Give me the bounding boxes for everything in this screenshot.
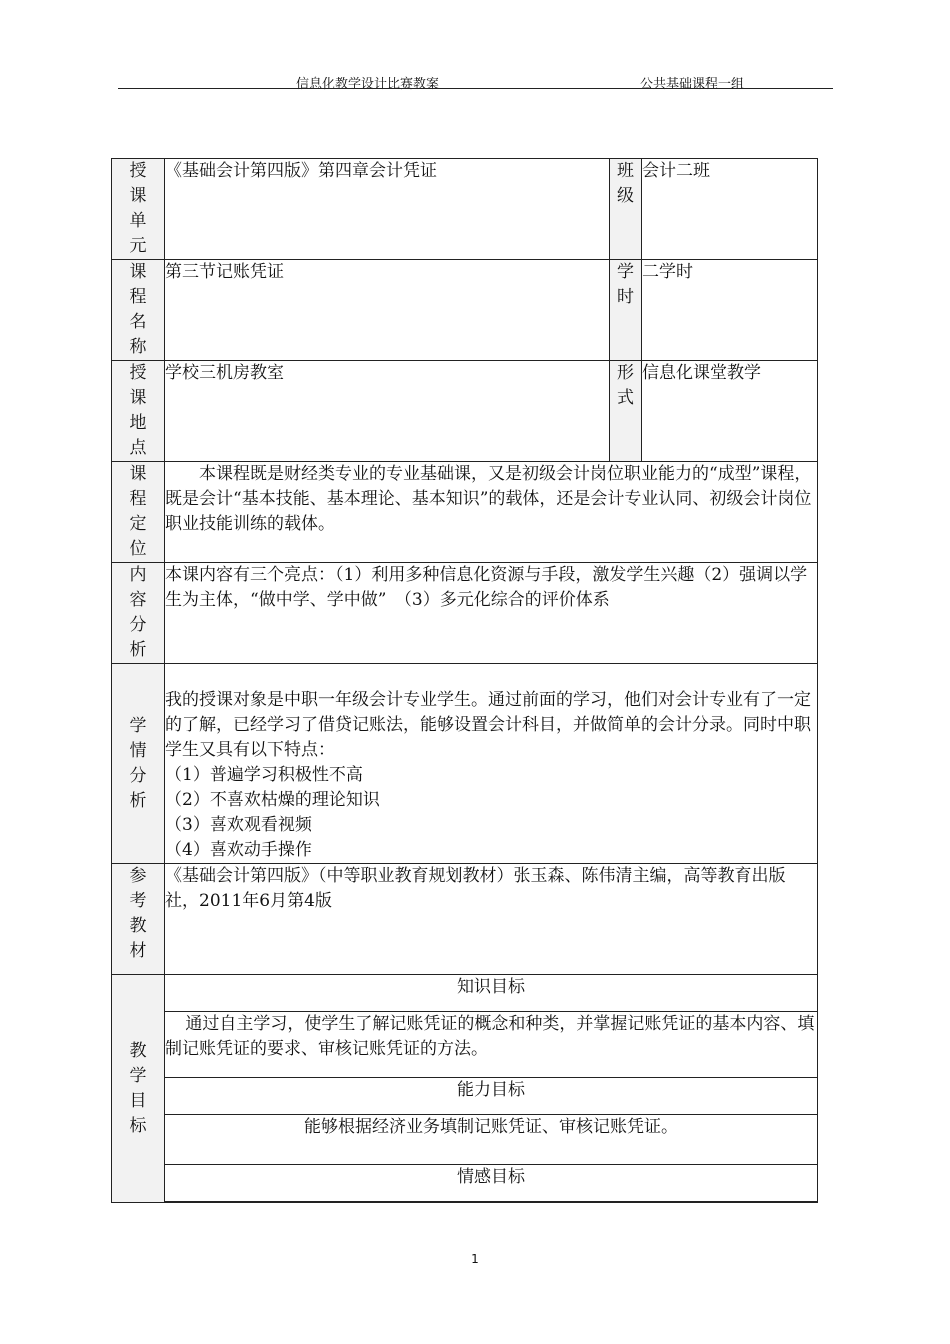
label-char: 参: [129, 866, 147, 886]
row-place: [112, 361, 818, 462]
students-point: （2）不喜欢枯燥的理论知识: [165, 790, 380, 810]
label-class: [610, 159, 642, 260]
label-char: 课: [129, 186, 147, 206]
label-char: 课: [129, 262, 147, 282]
label-char: 点: [129, 438, 147, 458]
row-content: [112, 563, 818, 664]
row-spacer: [112, 1202, 818, 1203]
value-students: [165, 664, 818, 864]
label-char: 地: [129, 413, 147, 433]
label-char: 学: [129, 1065, 147, 1086]
page-number: 1: [471, 1252, 479, 1266]
label-char: 教: [129, 916, 147, 936]
label-char: 容: [129, 590, 147, 610]
emotion-goal-title: 情感目标: [165, 1165, 818, 1202]
row-position: [112, 462, 818, 563]
value-unit: 《基础会计第四版》第四章会计凭证: [165, 159, 610, 260]
label-place: [112, 361, 165, 462]
row-knowledge-text: [112, 1012, 818, 1078]
label-char: 析: [129, 640, 147, 660]
label-content: [112, 563, 165, 664]
value-course: 第三节记账凭证: [165, 260, 610, 361]
label-char: 情: [129, 740, 147, 761]
label-char: 时: [617, 287, 634, 307]
label-char: 称: [129, 337, 147, 357]
label-char: 学: [129, 715, 147, 736]
label-char: 级: [617, 186, 634, 206]
label-char: 目: [129, 1090, 147, 1111]
header-group: 公共基础课程一组: [640, 77, 745, 92]
label-char: 学: [617, 262, 634, 282]
label-char: 材: [129, 941, 147, 961]
label-char: 标: [129, 1115, 147, 1136]
label-char: 课: [129, 388, 147, 408]
header-title: 信息化教学设计比赛教案: [295, 77, 439, 92]
lesson-plan-table: [111, 158, 818, 1203]
label-char: 定: [129, 514, 147, 534]
label-char: 教: [129, 1040, 147, 1061]
label-char: 形: [617, 363, 634, 383]
label-char: 课: [129, 464, 147, 484]
students-point: （3）喜欢观看视频: [165, 815, 312, 835]
label-hours: [610, 260, 642, 361]
label-char: 名: [129, 312, 147, 332]
label-char: 析: [129, 790, 147, 811]
label-course: [112, 260, 165, 361]
row-emotion-title: [112, 1165, 818, 1202]
label-textbook: [112, 864, 165, 975]
knowledge-goal-title: 知识目标: [165, 975, 818, 1012]
row-textbook: [112, 864, 818, 975]
label-char: 式: [617, 388, 634, 408]
value-position: 本课程既是财经类专业的专业基础课，又是初级会计岗位职业能力的“成型”课程，既是会计“基本技能、基本理论、基本知识”的载体，还是会计专业认同、初级会计岗位职业技能训练的载体。: [165, 462, 818, 563]
label-position: [112, 462, 165, 563]
row-unit: [112, 159, 818, 260]
header-rule: [118, 88, 833, 89]
label-char: 授: [129, 363, 147, 383]
row-ability-title: [112, 1078, 818, 1115]
value-place: 学校三机房教室: [165, 361, 610, 462]
label-students: [112, 664, 165, 864]
ability-goal-text: 能够根据经济业务填制记账凭证、审核记账凭证。: [165, 1115, 818, 1165]
label-char: 元: [129, 236, 147, 256]
label-char: 授: [129, 161, 147, 181]
value-textbook: 《基础会计第四版》（中等职业教育规划教材）张玉森、陈伟清主编，高等教育出版社，2011年6月第4版: [165, 864, 818, 975]
label-char: 程: [129, 287, 147, 307]
value-hours: 二学时: [642, 260, 818, 361]
label-char: 内: [129, 565, 147, 585]
ability-goal-title: 能力目标: [165, 1078, 818, 1115]
goals-bottom: [165, 1202, 818, 1203]
label-char: 班: [617, 161, 634, 181]
row-students: [112, 664, 818, 864]
row-course: [112, 260, 818, 361]
label-form: [610, 361, 642, 462]
label-char: 单: [129, 211, 147, 231]
label-char: 程: [129, 489, 147, 509]
value-form: 信息化课堂教学: [642, 361, 818, 462]
row-goals: [112, 975, 818, 1012]
label-char: 分: [129, 615, 147, 635]
value-class: 会计二班: [642, 159, 818, 260]
students-point: （1）普遍学习积极性不高: [165, 765, 363, 785]
row-ability-text: [112, 1115, 818, 1165]
knowledge-goal-text: 通过自主学习，使学生了解记账凭证的概念和种类，并掌握记账凭证的基本内容、填制记账凭证的要求、审核记账凭证的方法。: [165, 1012, 818, 1078]
label-goals: [112, 975, 165, 1203]
label-char: 位: [129, 539, 147, 559]
label-char: 分: [129, 765, 147, 786]
students-point: （4）喜欢动手操作: [165, 840, 312, 860]
label-unit: [112, 159, 165, 260]
students-intro: 我的授课对象是中职一年级会计专业学生。通过前面的学习，他们对会计专业有了一定的了解，已经学习了借贷记账法，能够设置会计科目，并做简单的会计分录。同时中职学生又具有以下特点：: [165, 690, 811, 760]
label-char: 考: [129, 891, 147, 911]
value-content: 本课内容有三个亮点：（1）利用多种信息化资源与手段，激发学生兴趣（2）强调以学生为主体，“做中学、学中做” （3）多元化综合的评价体系: [165, 563, 818, 664]
